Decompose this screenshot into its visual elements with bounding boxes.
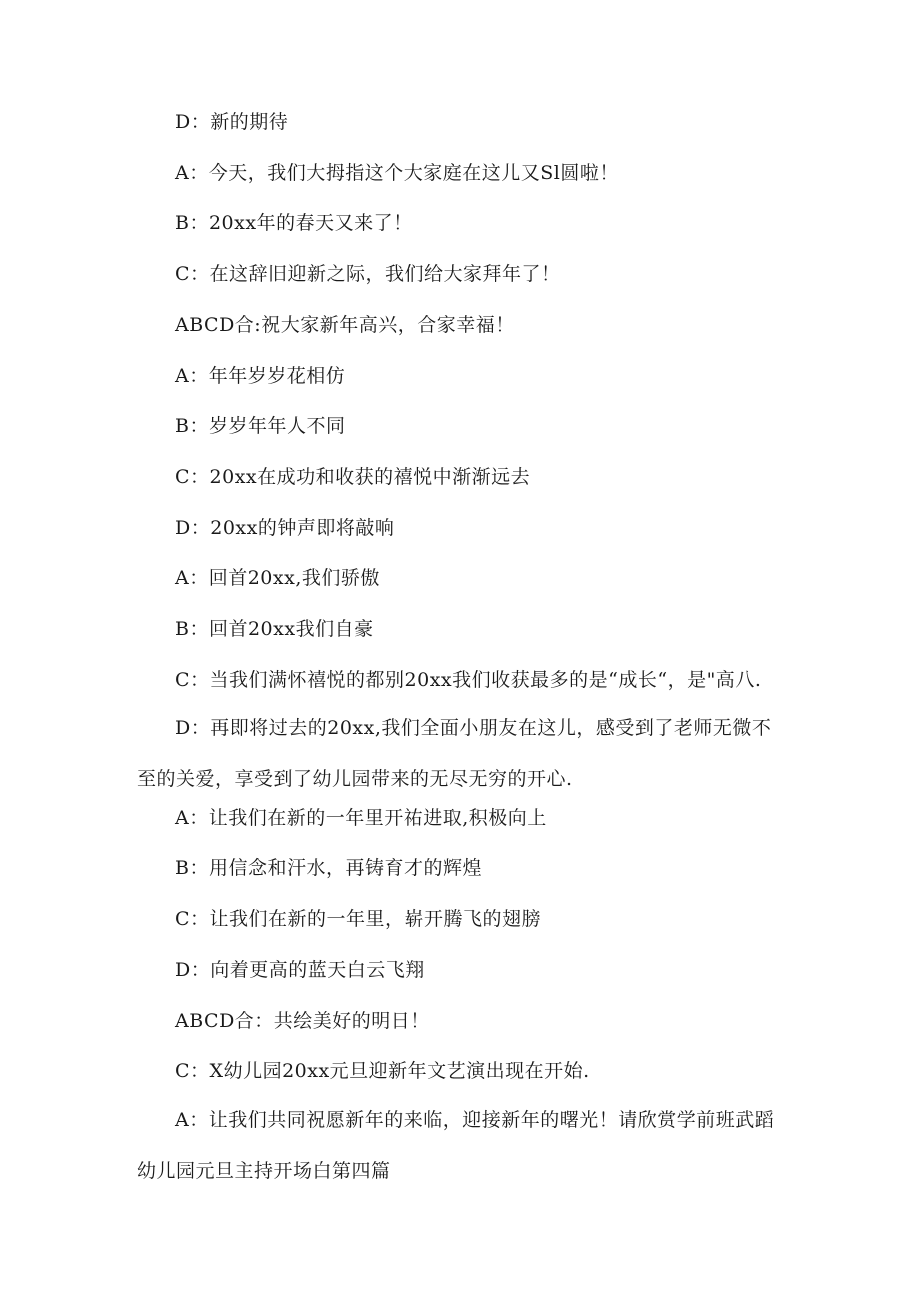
script-line: B：20xx年的春天又来了！ — [175, 212, 413, 234]
script-line: B：回首20xx我们自豪 — [175, 618, 374, 640]
script-line: C：X幼儿园20xx元旦迎新年文艺演出现在开始. — [175, 1060, 590, 1082]
script-line: A：回首20xx,我们骄傲 — [175, 567, 380, 589]
script-line: C：在这辞旧迎新之际，我们给大家拜年了！ — [175, 263, 561, 285]
script-line: C：让我们在新的一年里，崭开腾飞的翅膀 — [175, 908, 542, 930]
script-paragraph: A：让我们共同祝愿新年的来临，迎接新年的曙光！请欣赏学前班武蹈幼儿园元旦主持开场白第四篇 — [137, 1109, 775, 1182]
script-line: C：20xx在成功和收获的禧悦中渐渐远去 — [175, 466, 531, 488]
script-line: C：当我们满怀禧悦的都别20xx我们收获最多的是“成长“，是"高八. — [175, 669, 762, 691]
script-line: D：新的期待 — [175, 111, 289, 133]
script-line: A：让我们在新的一年里开祐进取,积极向上 — [175, 807, 547, 829]
script-line: B：岁岁年年人不同 — [175, 415, 346, 437]
script-line: A：今天，我们大拇指这个大家庭在这儿又Sl圆啦！ — [175, 162, 619, 184]
script-line: A：年年岁岁花相仿 — [175, 365, 346, 387]
script-line: ABCD合:祝大家新年高兴，合家幸福！ — [175, 314, 515, 336]
script-paragraph: D：再即将过去的20xx,我们全面小朋友在这儿，感受到了老师无微不至的关爱，享受到了幼儿园带来的无尽无穷的开心. — [137, 717, 772, 790]
script-line: B：用信念和汗水，再铸育才的辉煌 — [175, 857, 482, 879]
script-line: D：20xx的钟声即将敲响 — [175, 517, 395, 539]
script-line: ABCD合：共绘美好的明日！ — [175, 1010, 430, 1032]
script-line: D：向着更高的蓝天白云飞翔 — [175, 959, 425, 981]
